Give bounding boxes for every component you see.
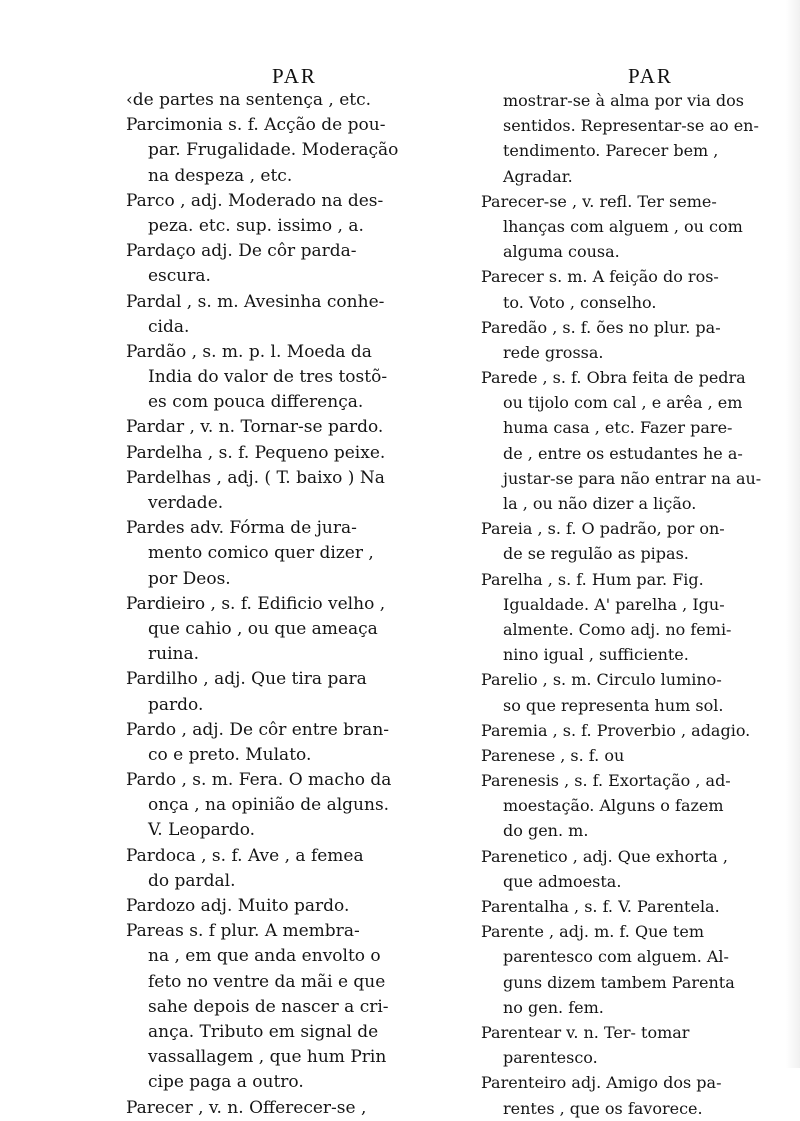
entry-continuation-line: mostrar-se à alma por via dos bbox=[503, 91, 745, 110]
entry-line: Pareas s. f plur. A membra- bbox=[126, 921, 360, 942]
entry-line: Parede , s. f. Obra feita de pedra bbox=[481, 368, 746, 388]
entry-continuation-line: de , entre os estudantes he a- bbox=[503, 443, 743, 463]
entry-line: Parenetico , adj. Que exhorta , bbox=[481, 846, 728, 866]
entry-line: Parecer-se , v. refl. Ter seme- bbox=[481, 191, 717, 211]
entry-line: Pardilho , adj. Que tira para bbox=[126, 669, 367, 690]
entry-continuation-line: es com pouca differença. bbox=[148, 392, 364, 413]
entry-line: Pareia , s. f. O padrão, por on- bbox=[481, 519, 725, 539]
entry-continuation-line: peza. etc. sup. issimo , a. bbox=[148, 215, 364, 236]
entry-continuation-line: na despeza , etc. bbox=[148, 165, 293, 186]
entry-continuation-line: de se regulão as pipas. bbox=[503, 544, 689, 564]
entry-continuation-line: sentidos. Representar-se ao en- bbox=[503, 116, 759, 136]
entry-continuation-line: India do valor de tres tostõ- bbox=[148, 367, 388, 388]
entry-line: ‹de partes na sentença , etc. bbox=[126, 90, 372, 110]
entry-continuation-line: mento comico quer dizer , bbox=[148, 543, 374, 564]
page-edge-shadow bbox=[786, 0, 800, 1068]
entry-line: Paremia , s. f. Proverbio , adagio. bbox=[481, 720, 751, 740]
entry-line: Parco , adj. Moderado na des- bbox=[126, 190, 384, 211]
entry-line: Parenteiro adj. Amigo dos pa- bbox=[481, 1073, 722, 1093]
entry-continuation-line: la , ou não dizer a lição. bbox=[503, 494, 697, 513]
entry-continuation-line: Agradar. bbox=[503, 166, 573, 186]
entry-line: Pardieiro , s. f. Edificio velho , bbox=[126, 593, 386, 614]
entry-continuation-line: lhanças com alguem , ou com bbox=[503, 216, 743, 236]
entry-line: Parecer , v. n. Offerecer-se , bbox=[126, 1097, 367, 1118]
entry-continuation-line: guns dizem tambem Parenta bbox=[503, 972, 735, 992]
entry-continuation-line: do gen. m. bbox=[503, 821, 589, 841]
entry-continuation-line: tendimento. Parecer bem , bbox=[503, 141, 719, 161]
entry-continuation-line: sahe depois de nascer a cri- bbox=[148, 996, 389, 1017]
entry-continuation-line: do pardal. bbox=[148, 870, 236, 891]
entry-line: Parelha , s. f. Hum par. Fig. bbox=[481, 569, 704, 589]
entry-line: Pardal , s. m. Avesinha conhe- bbox=[126, 291, 385, 312]
entry-continuation-line: rede grossa. bbox=[503, 342, 604, 362]
entry-continuation-line: par. Frugalidade. Moderação bbox=[148, 140, 399, 161]
entry-continuation-line: ruina. bbox=[148, 644, 199, 665]
right-column-header: PAR bbox=[628, 64, 673, 88]
entry-line: Parelio , s. m. Circulo lumino- bbox=[481, 670, 722, 690]
entry-continuation-line: por Deos. bbox=[148, 568, 231, 589]
entry-line: Pardelha , s. f. Pequeno peixe. bbox=[126, 442, 386, 463]
entry-line: Parente , adj. m. f. Que tem bbox=[481, 922, 704, 942]
entry-continuation-line: cipe paga a outro. bbox=[148, 1072, 304, 1093]
entry-line: Paredão , s. f. ões no plur. pa- bbox=[481, 317, 721, 337]
entry-continuation-line: vassallagem , que hum Prin bbox=[148, 1047, 387, 1068]
entry-line: Pardo , adj. De côr entre bran- bbox=[126, 719, 390, 740]
left-column bbox=[126, 88, 464, 1121]
entry-continuation-line: feto no ventre da mãi e que bbox=[148, 971, 386, 992]
left-column-header: PAR bbox=[272, 64, 317, 88]
entry-continuation-line: parentesco com alguem. Al- bbox=[503, 947, 729, 967]
entry-line: Pardelhas , adj. ( T. baixo ) Na bbox=[126, 467, 385, 488]
entry-line: Parenese , s. f. ou bbox=[481, 745, 625, 765]
entry-continuation-line: onça , na opinião de alguns. bbox=[148, 795, 390, 816]
entry-continuation-line: V. Leopardo. bbox=[148, 820, 256, 841]
entry-line: Parentear v. n. Ter- tomar bbox=[481, 1022, 690, 1042]
entry-continuation-line: alguma cousa. bbox=[503, 242, 620, 262]
entry-continuation-line: almente. Como adj. no femi- bbox=[503, 619, 732, 639]
entry-continuation-line: nino igual , sufficiente. bbox=[503, 645, 689, 665]
entry-line: Parecer s. m. A feição do ros- bbox=[481, 267, 719, 287]
entry-continuation-line: rentes , que os favorece. bbox=[503, 1098, 703, 1118]
entry-line: Pardozo adj. Muito pardo. bbox=[126, 896, 350, 916]
entry-continuation-line: na , em que anda envolto o bbox=[148, 946, 381, 967]
entry-continuation-line: pardo. bbox=[148, 694, 204, 715]
entry-line: Parcimonia s. f. Acção de pou- bbox=[126, 115, 386, 136]
entry-line: Pardo , s. m. Fera. O macho da bbox=[126, 770, 392, 791]
entry-continuation-line: ança. Tributo em signal de bbox=[148, 1021, 379, 1042]
entry-continuation-line: ou tijolo com cal , e arêa , em bbox=[503, 393, 743, 413]
entry-line: Parenesis , s. f. Exortação , ad- bbox=[481, 771, 731, 791]
entry-continuation-line: cida. bbox=[148, 316, 190, 337]
entry-continuation-line: Igualdade. A' parelha , Igu- bbox=[503, 594, 725, 614]
entry-continuation-line: parentesco. bbox=[503, 1048, 598, 1068]
entry-line: Pardaço adj. De côr parda- bbox=[126, 241, 357, 262]
entry-continuation-line: no gen. fem. bbox=[503, 997, 604, 1017]
entry-continuation-line: huma casa , etc. Fazer pare- bbox=[503, 418, 733, 438]
entry-continuation-line: justar-se para não entrar na au- bbox=[503, 468, 762, 488]
entry-continuation-line: co e preto. Mulato. bbox=[148, 744, 312, 765]
entry-continuation-line: so que representa hum sol. bbox=[503, 695, 724, 715]
entry-continuation-line: verdade. bbox=[148, 493, 224, 513]
entry-line: Pardoca , s. f. Ave , a femea bbox=[126, 845, 364, 866]
entry-line: Pardão , s. m. p. l. Moeda da bbox=[126, 341, 372, 362]
entry-continuation-line: que cahio , ou que ameaça bbox=[148, 618, 378, 639]
entry-line: Parentalha , s. f. V. Parentela. bbox=[481, 897, 720, 916]
entry-continuation-line: escura. bbox=[148, 266, 211, 287]
entry-line: Pardar , v. n. Tornar-se pardo. bbox=[126, 417, 384, 438]
entry-line: Pardes adv. Fórma de jura- bbox=[126, 518, 357, 539]
right-column bbox=[481, 88, 793, 1121]
entry-continuation-line: moestação. Alguns o fazem bbox=[503, 796, 724, 816]
entry-continuation-line: to. Voto , conselho. bbox=[503, 292, 657, 312]
entry-continuation-line: que admoesta. bbox=[503, 871, 622, 891]
